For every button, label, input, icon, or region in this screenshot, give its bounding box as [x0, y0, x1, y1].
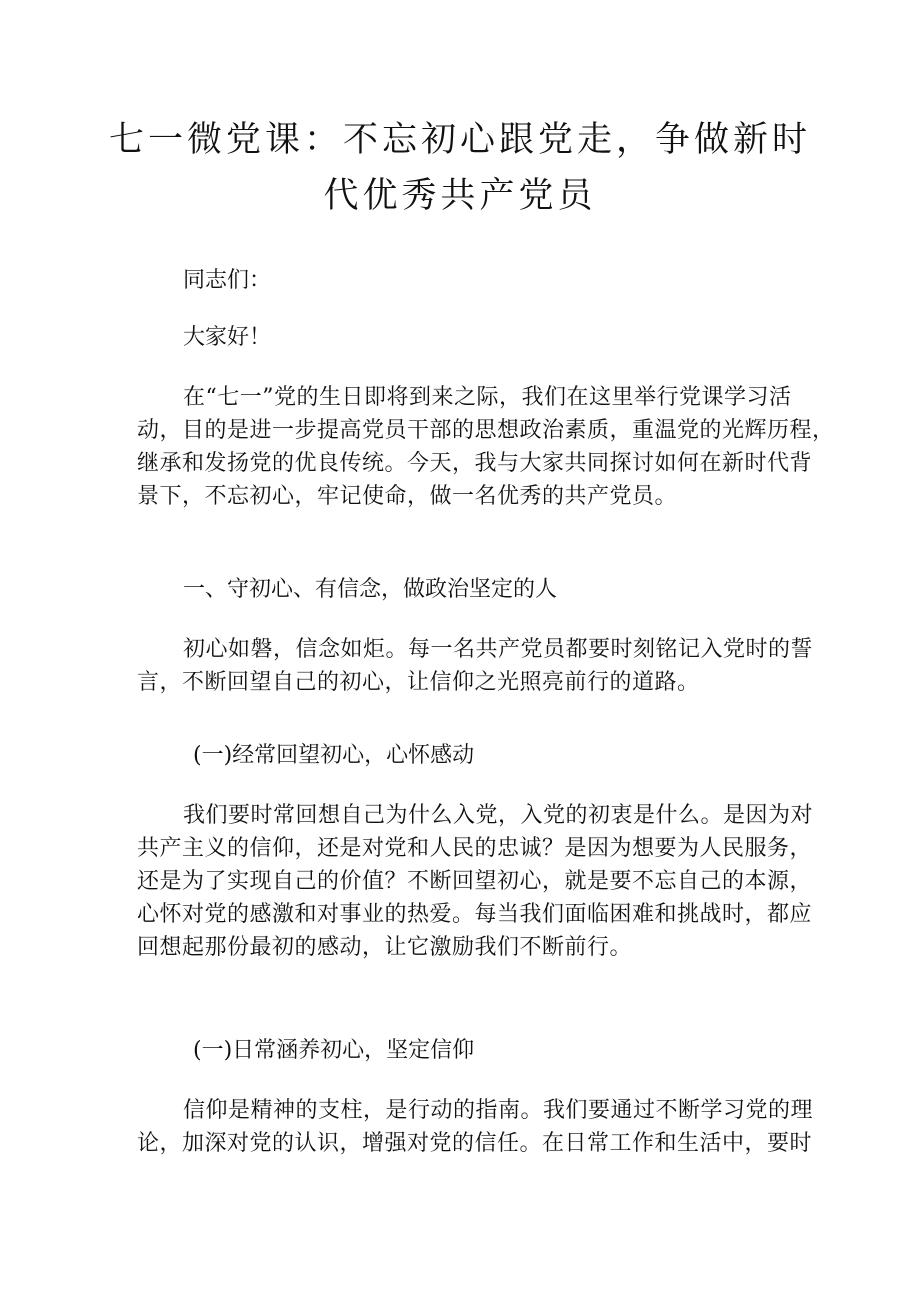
subsection-heading-1: (一)经常回望初心，心怀感动: [193, 743, 475, 768]
text-line: 心怀对党的感激和对事业的热爱。每当我们面临困难和挑战时，都应: [137, 902, 813, 927]
text-line: 我们要时常回想自己为什么入党，入党的初衷是什么。是因为对: [183, 803, 814, 828]
subsection1-paragraph: [137, 799, 814, 964]
document-title-line-1: 七一微党课：不忘初心跟党走，争做新时: [108, 120, 811, 160]
text-line: 动，目的是进一步提高党员干部的思想政治素质，重温党的光辉历程，: [137, 418, 835, 443]
text-line: 共产主义的信仰，还是对党和人民的忠诚？是因为想要为人民服务，: [137, 836, 813, 861]
text-line: 论，加深对党的认识，增强对党的信任。在日常工作和生活中，要时: [137, 1131, 813, 1156]
intro-paragraph: [137, 381, 835, 513]
subsection2-paragraph: [137, 1094, 814, 1160]
text-line: 回想起那份最初的感动，让它激励我们不断前行。: [137, 935, 633, 960]
text-line: 还是为了实现自己的价值？不断回望初心，就是要不忘自己的本源，: [137, 869, 813, 894]
text-line: 继承和发扬党的优良传统。今天，我与大家共同探讨如何在新时代背: [137, 451, 813, 476]
section-heading-1: 一、守初心、有信念，做政治坚定的人: [183, 577, 558, 602]
text-line: 在“七一”党的生日即将到来之际，我们在这里举行党课学习活: [183, 385, 792, 410]
greeting: 同志们：: [183, 268, 272, 293]
text-line: 言，不断回望自己的初心，让信仰之光照亮前行的道路。: [137, 670, 700, 695]
subsection-heading-2: (一)日常涵养初心，坚定信仰: [193, 1038, 475, 1063]
section1-paragraph: [137, 633, 814, 699]
document-title-line-2: 代优秀共产党员: [323, 176, 597, 216]
text-line: 景下，不忘初心，牢记使命，做一名优秀的共产党员。: [137, 484, 678, 509]
text-line: 初心如磐，信念如炬。每一名共产党员都要时刻铭记入党时的誓: [183, 637, 814, 662]
text-line: 信仰是精神的支柱，是行动的指南。我们要通过不断学习党的理: [183, 1098, 814, 1123]
hello-line: 大家好！: [183, 325, 272, 350]
